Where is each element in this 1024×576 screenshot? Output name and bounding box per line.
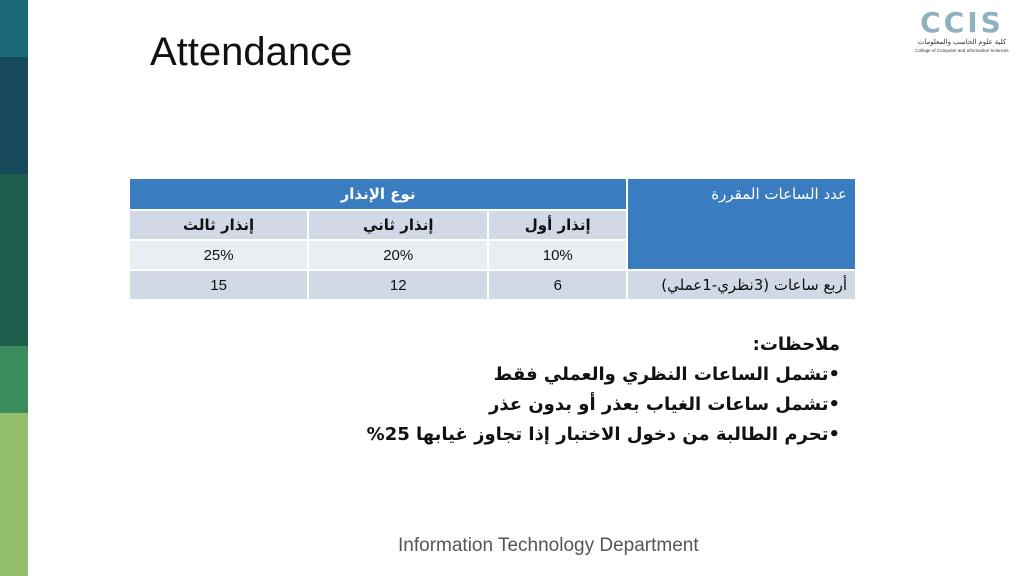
percent-cell: 25% xyxy=(129,240,308,270)
subheader-cell: إنذار ثالث xyxy=(129,210,308,240)
college-logo xyxy=(910,8,1014,62)
slide-title: Attendance xyxy=(150,30,353,74)
hours-value-cell: أربع ساعات (3نظري-1عملي) xyxy=(627,270,856,300)
side-bar-segment xyxy=(0,57,28,174)
side-bar-segment xyxy=(0,346,28,413)
logo-arabic-text: كلية علوم الحاسب والمعلومات xyxy=(917,39,1007,46)
side-bar-segment xyxy=(0,0,28,57)
subheader-cell: إنذار أول xyxy=(488,210,627,240)
table-row xyxy=(129,270,856,300)
hours-count-cell: 15 xyxy=(129,270,308,300)
subheader-cell: إنذار ثاني xyxy=(308,210,488,240)
logo-english-text: College of Computer and Information Sciences xyxy=(915,48,1009,53)
hours-count-cell: 12 xyxy=(308,270,488,300)
percent-cell: 20% xyxy=(308,240,488,270)
side-bar-segment xyxy=(0,174,28,346)
side-bar-segment xyxy=(0,413,28,576)
note-item: •تحرم الطالبة من دخول الاختبار إذا تجاوز غيابها 25% xyxy=(366,424,840,445)
attendance-table xyxy=(128,177,857,301)
logo-mark: CCIS xyxy=(920,6,1004,39)
footer-department: Information Technology Department xyxy=(398,535,699,556)
warning-type-header-cell: نوع الإنذار xyxy=(129,178,627,210)
note-item: •تشمل الساعات النظري والعملي فقط xyxy=(493,364,840,385)
table-row xyxy=(129,178,856,210)
hours-header-cell: عدد الساعات المقررة xyxy=(627,178,856,270)
notes-heading: ملاحظات: xyxy=(752,334,840,355)
decorative-side-bar xyxy=(0,0,28,576)
note-item: •تشمل ساعات الغياب بعذر أو بدون عذر xyxy=(489,394,840,415)
hours-count-cell: 6 xyxy=(488,270,627,300)
percent-cell: 10% xyxy=(488,240,627,270)
notes-block xyxy=(367,330,840,450)
